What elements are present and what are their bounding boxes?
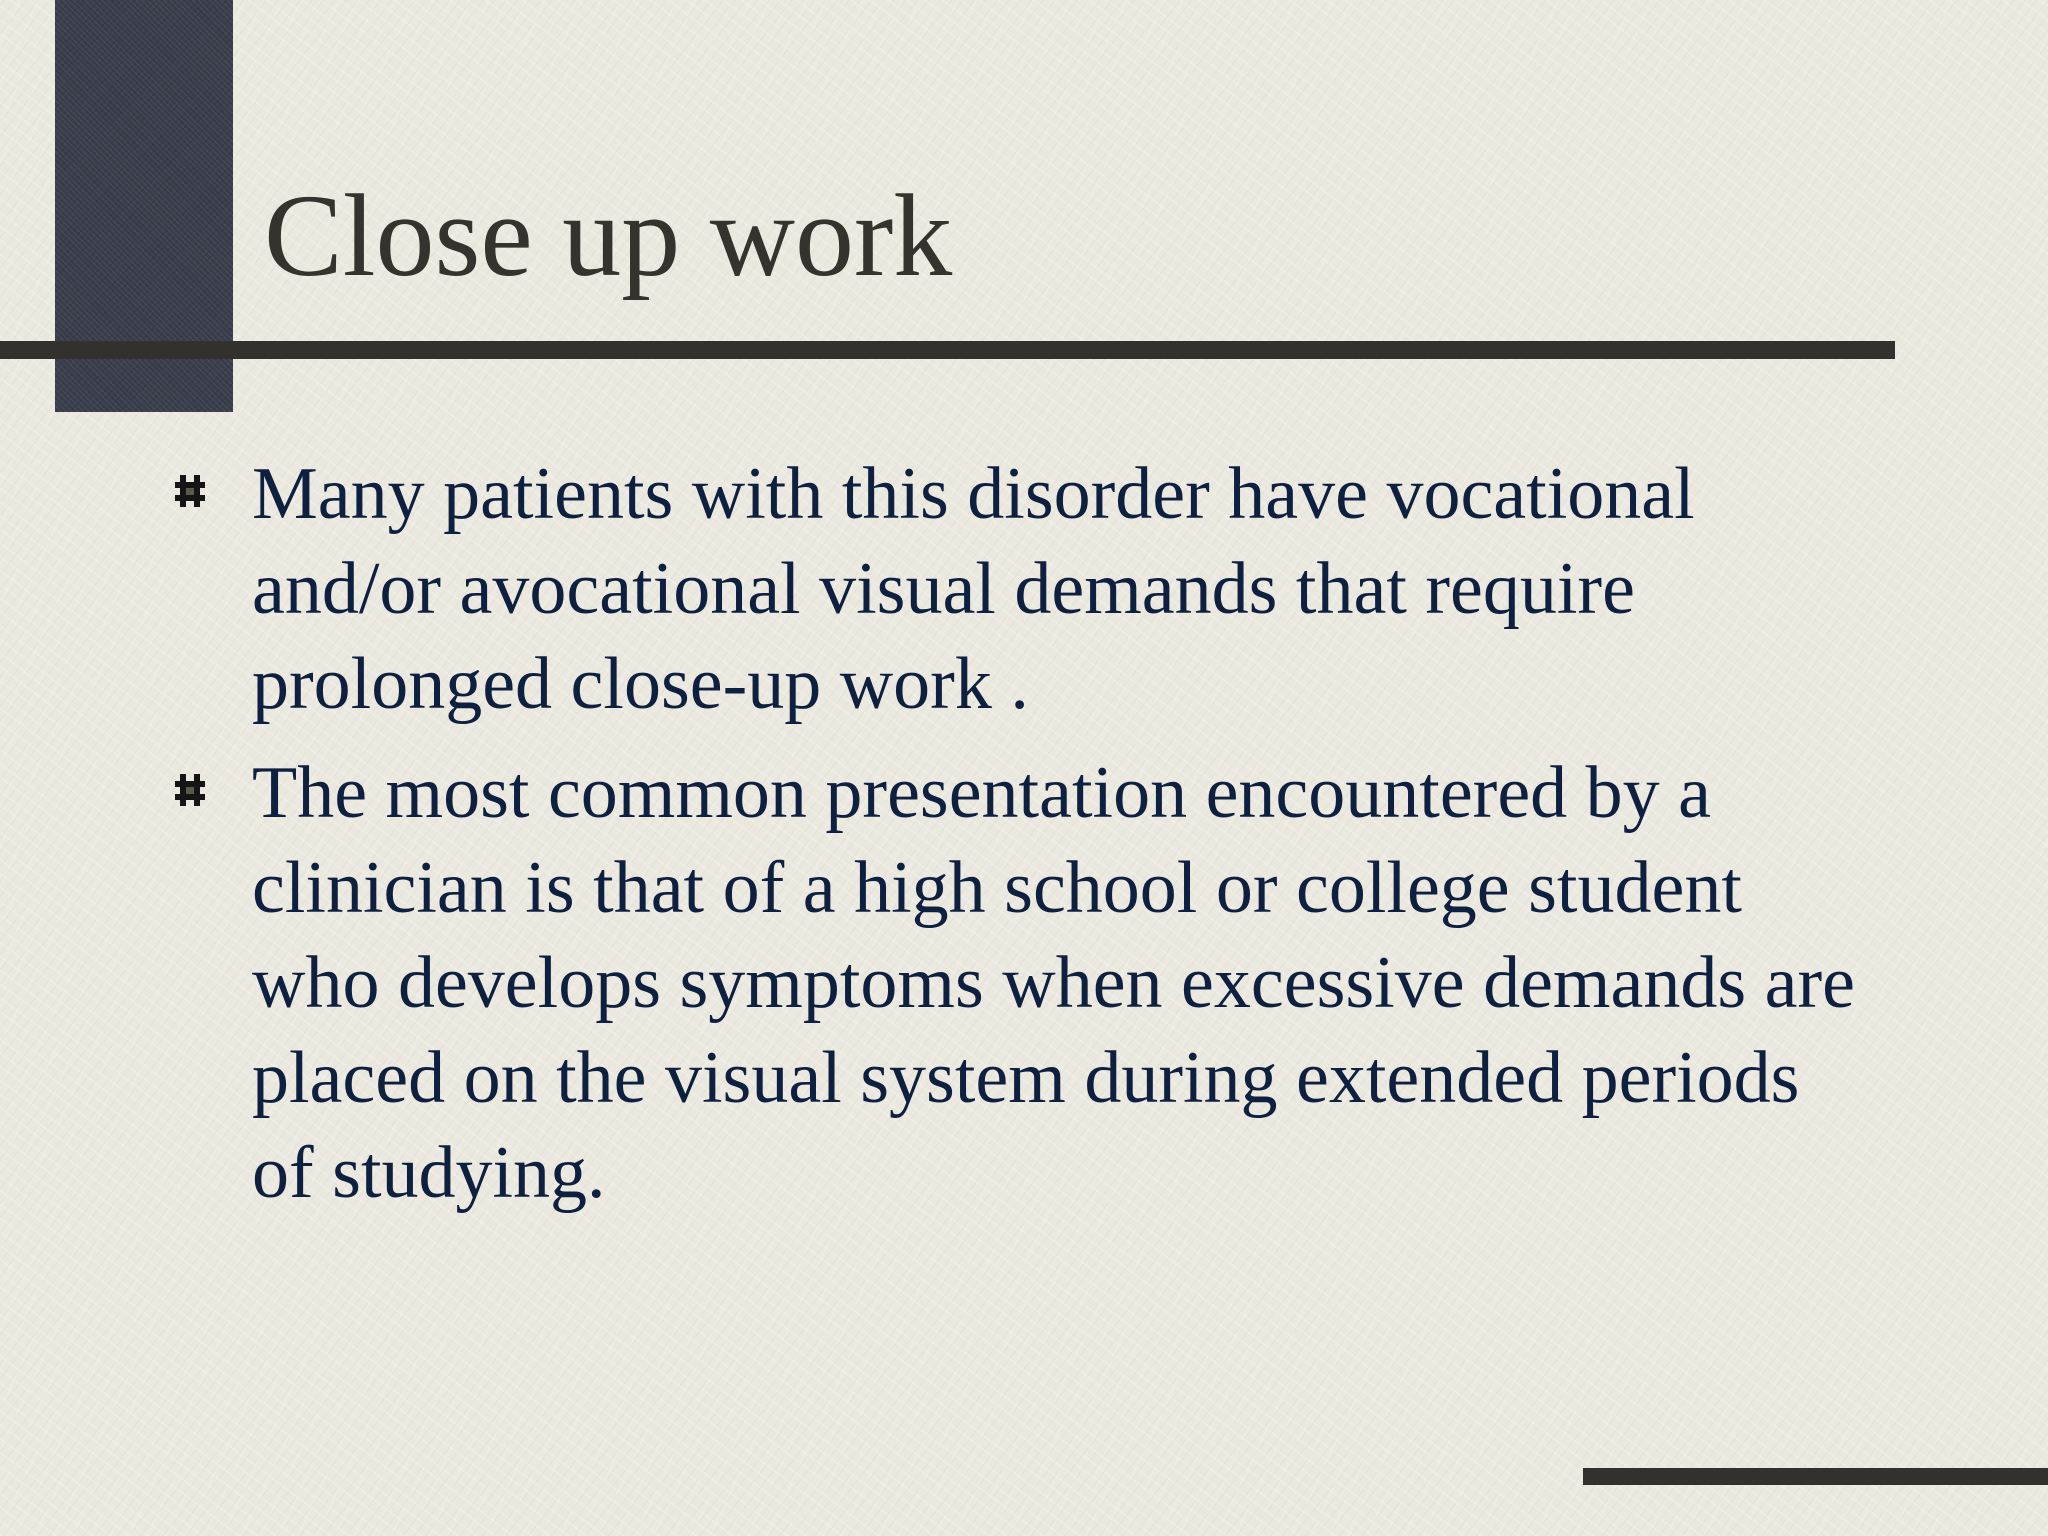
hash-bullet-icon	[175, 475, 252, 515]
slide-title: Close up work	[264, 170, 953, 301]
bullet-item	[175, 746, 1875, 1221]
title-divider	[0, 341, 1895, 359]
footer-divider	[1583, 1468, 2048, 1485]
bullet-text: Many patients with this disorder have vocational and/or avocational visual demands that require prolonged close-up work .	[252, 453, 1695, 725]
bullet-list	[175, 447, 1875, 1235]
hash-bullet-icon	[175, 774, 252, 814]
bullet-item	[175, 447, 1875, 732]
bullet-text: The most common presentation encountered by a clinician is that of a high school or college student who develops symptoms when excessive demands are placed on the visual system during extended periods of studying.	[252, 752, 1855, 1214]
